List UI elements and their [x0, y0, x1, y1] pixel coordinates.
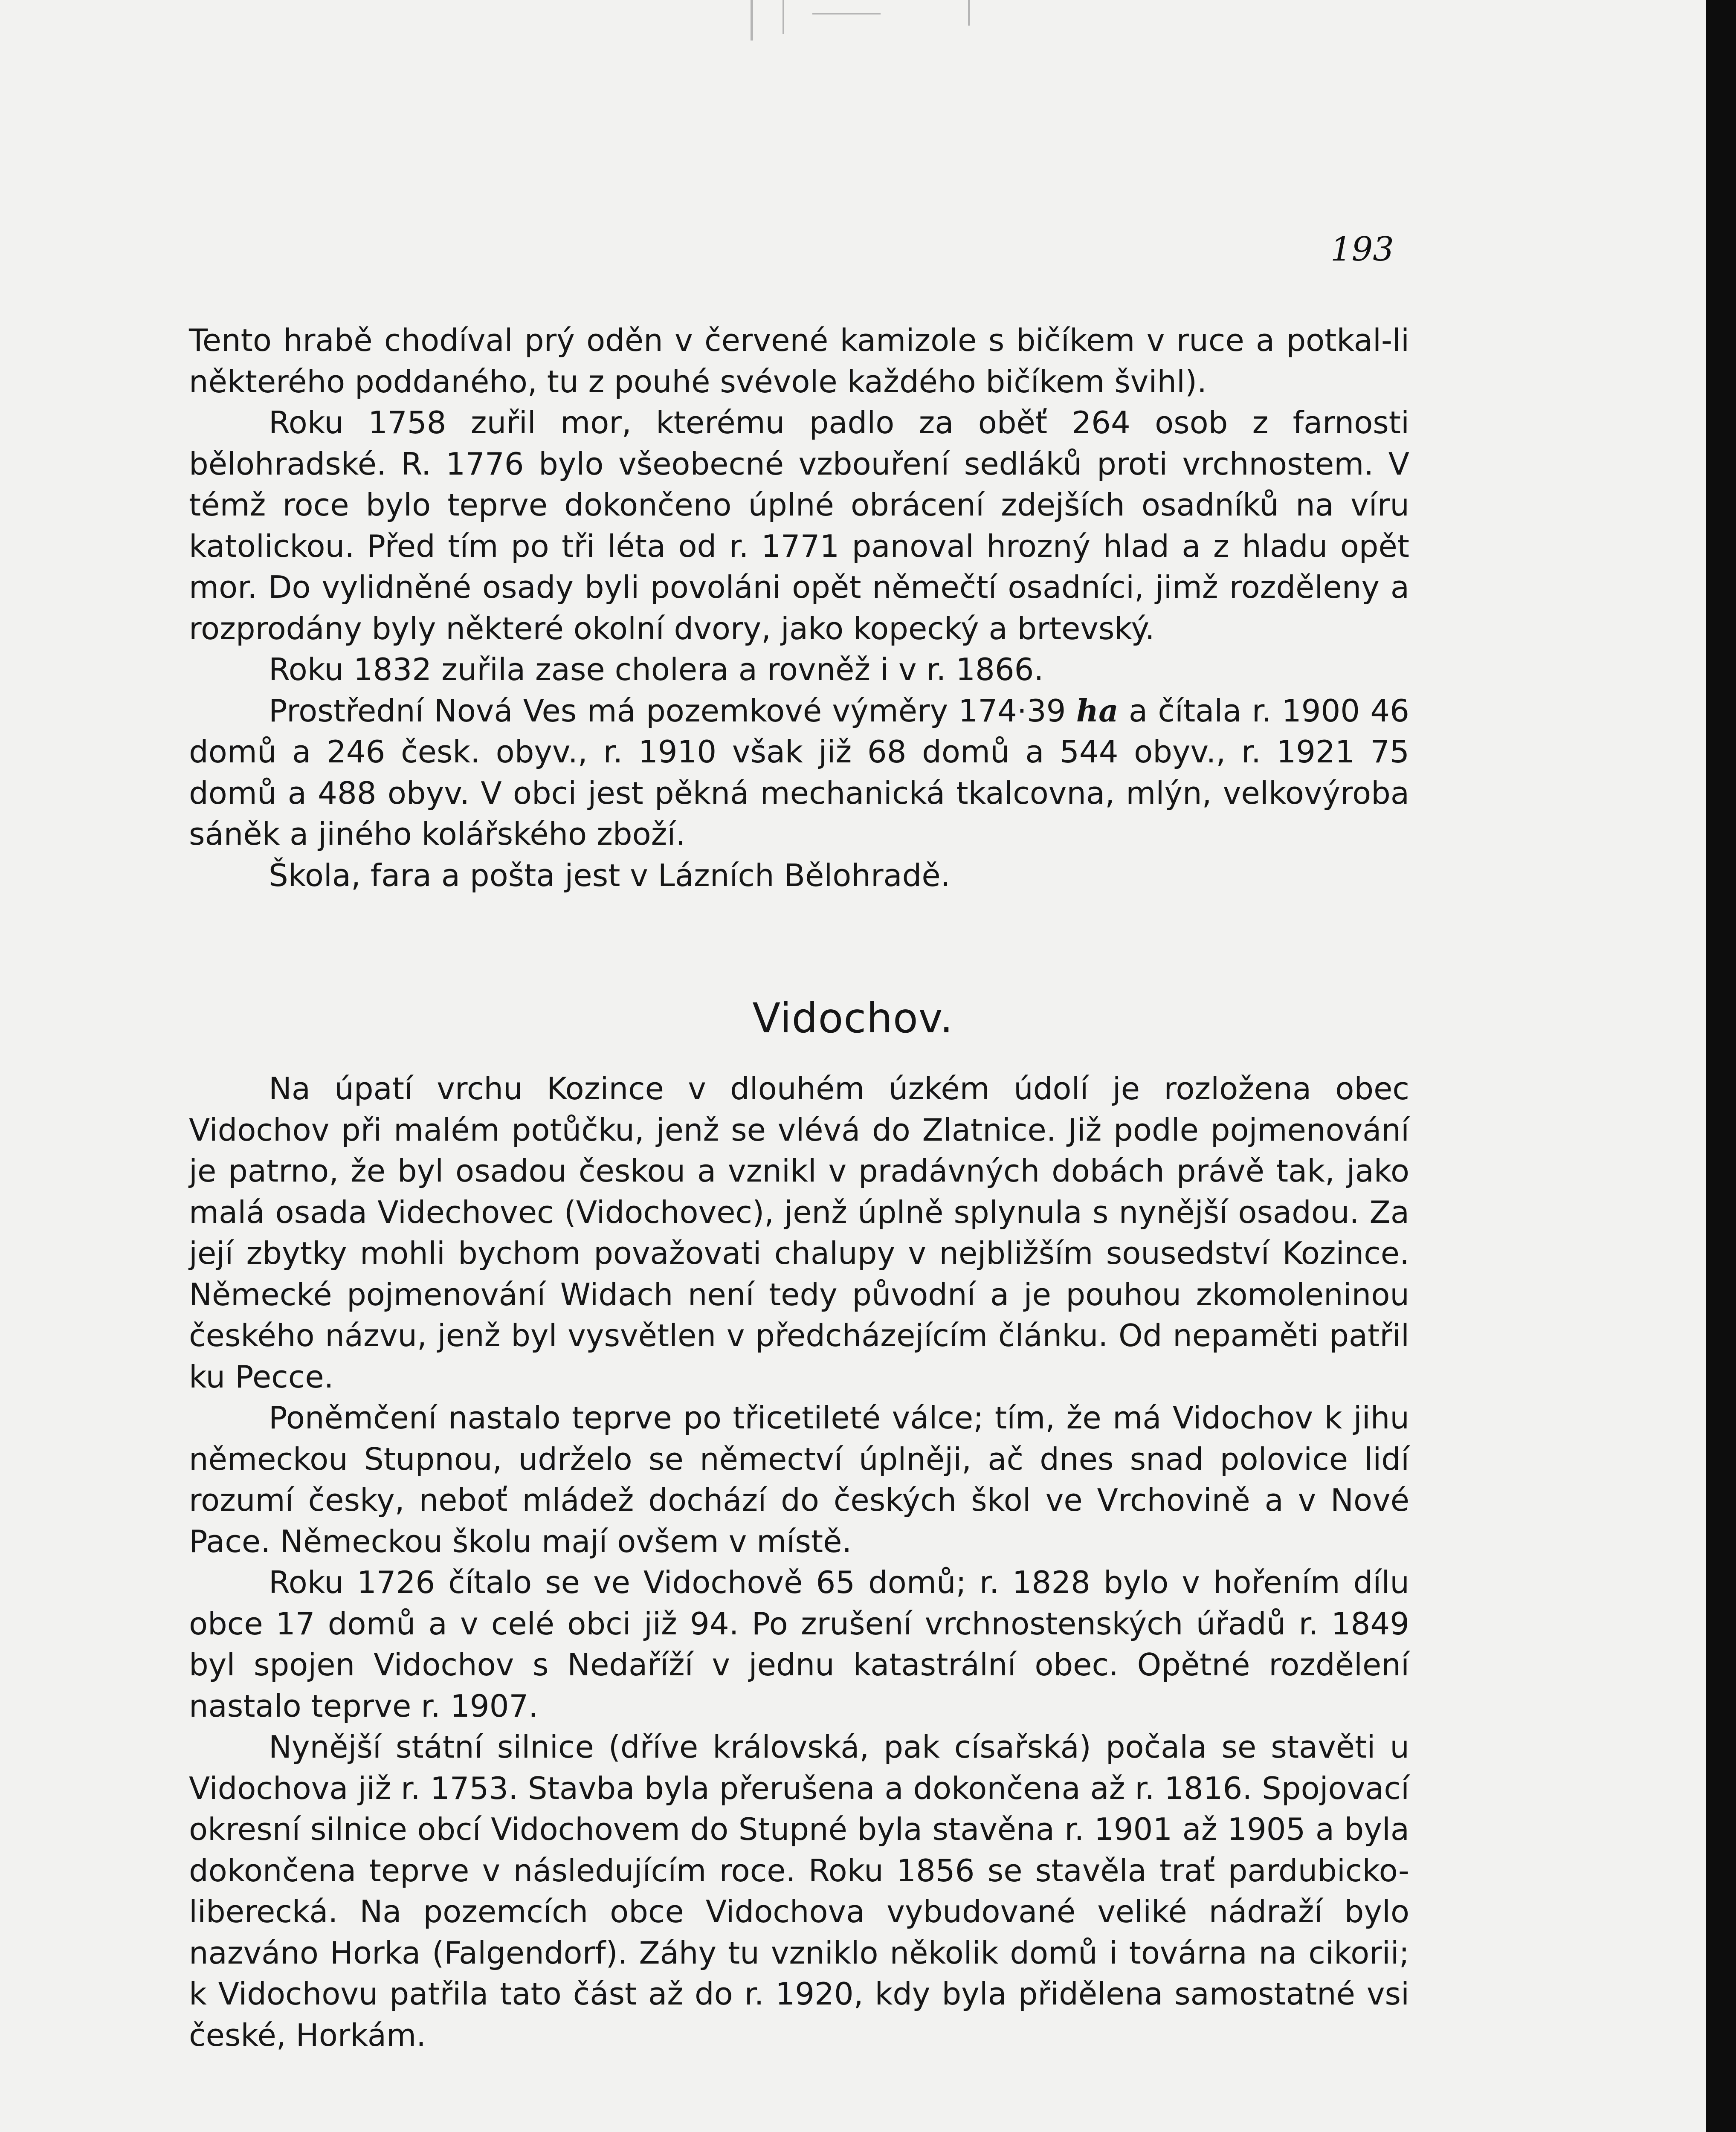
paragraph: Nynější státní silnice (dříve královská, pak císařská) počala se stavěti u Vidochova již r. 1753. Stavba byla přerušena a dokončena až r. 1816. Spojovací okresní silnice obcí Vidochovem do Stupné byla stavěna r. 1901 až 1905 a byla dokončena teprve v následujícím roce. Roku 1856 se stavěla trať pardubicko-liberecká. Na pozemcích obce Vidochova vybudované veliké nádraží bylo nazváno Horka (Falgendorf). Záhy tu vzniklo několik domů i továrna na cikorii; k Vidochovu patřila tato část až do r. 1920, kdy byla přidělena samostatné vsi české, Horkám.: [189, 1729, 1409, 2053]
scan-artifact: [783, 0, 784, 34]
page-number: 193: [1330, 230, 1394, 269]
section-vidochov: [189, 1068, 1409, 2056]
area-unit: ha: [1076, 692, 1119, 729]
scan-artifact: [812, 13, 881, 14]
area-text-after: a čítala r. 1900 46 domů a 246 česk. obyv., r. 1910 však již 68 domů a 544 obyv., r. 1921 75 domů a 488 obyv. V obci jest pěkná mechanická tkalcovna, mlýn, velkovýroba sáněk a jiného kolářského zboží.: [189, 692, 1409, 852]
paragraph: Roku 1832 zuřila zase cholera a rovněž i v r. 1866.: [269, 652, 1044, 687]
scan-edge: [1706, 0, 1736, 2132]
paragraph: Poněmčení nastalo teprve po třicetileté válce; tím, že má Vidochov k jihu německou Stupnou, udrželo se němectví úplněji, ač dnes snad polovice lidí rozumí česky, neboť mládež dochází do českých škol ve Vrchovině a v Nové Pace. Německou školu mají ovšem v místě.: [189, 1400, 1409, 1559]
paragraph: Roku 1726 čítalo se ve Vidochově 65 domů; r. 1828 bylo v hořením dílu obce 17 domů a v celé obci již 94. Po zrušení vrchnostenských úřadů r. 1849 byl spojen Vidochov s Nedaříží v jednu katastrální obec. Opětné rozdělení nastalo teprve r. 1907.: [189, 1564, 1409, 1724]
area-text-before: Prostřední Nová Ves má pozemkové výměry 174·39: [269, 692, 1076, 729]
paragraph: Na úpatí vrchu Kozince v dlouhém úzkém údolí je rozložena obec Vidochov při malém potůčku, jenž se vlévá do Zlatnice. Již podle pojmenování je patrno, že byl osadou českou a vznikl v pradávných dobách právě tak, jako malá osada Videchovec (Vidochovec), jenž úplně splynula s nynější osadou. Za její zbytky mohli bychom považovati chalupy v nejbližším sousedství Kozince. Německé pojmenování Widach není tedy původní a je pouhou zkomoleninou českého názvu, jenž byl vysvětlen v předcházejícím článku. Od nepaměti patřil ku Pecce.: [189, 1071, 1409, 1395]
section-heading-vidochov: Vidochov.: [752, 994, 953, 1042]
scan-artifact: [751, 0, 753, 41]
section-prostredni-nova-ves: [189, 320, 1409, 896]
paragraph: Škola, fara a pošta jest v Lázních Bělohradě.: [269, 857, 951, 893]
paragraph: Tento hrabě chodíval prý oděn v červené kamizole s bičíkem v ruce a potkal-li některého poddaného, tu z pouhé svévole každého bičíkem švihl).: [189, 322, 1409, 400]
scan-artifact: [968, 0, 970, 26]
paragraph-area: [189, 690, 1409, 855]
paragraph: Roku 1758 zuřil mor, kterému padlo za oběť 264 osob z farnosti bělohradské. R. 1776 bylo všeobecné vzbouření sedláků proti vrchnostem. V témž roce bylo teprve dokončeno úplné obrácení zdejších osadníků na víru katolickou. Před tím po tři léta od r. 1771 panoval hrozný hlad a z hladu opět mor. Do vylidněné osady byli povoláni opět němečtí osadníci, jimž rozděleny a rozprodány byly některé okolní dvory, jako kopecký a brtevský.: [189, 405, 1409, 646]
